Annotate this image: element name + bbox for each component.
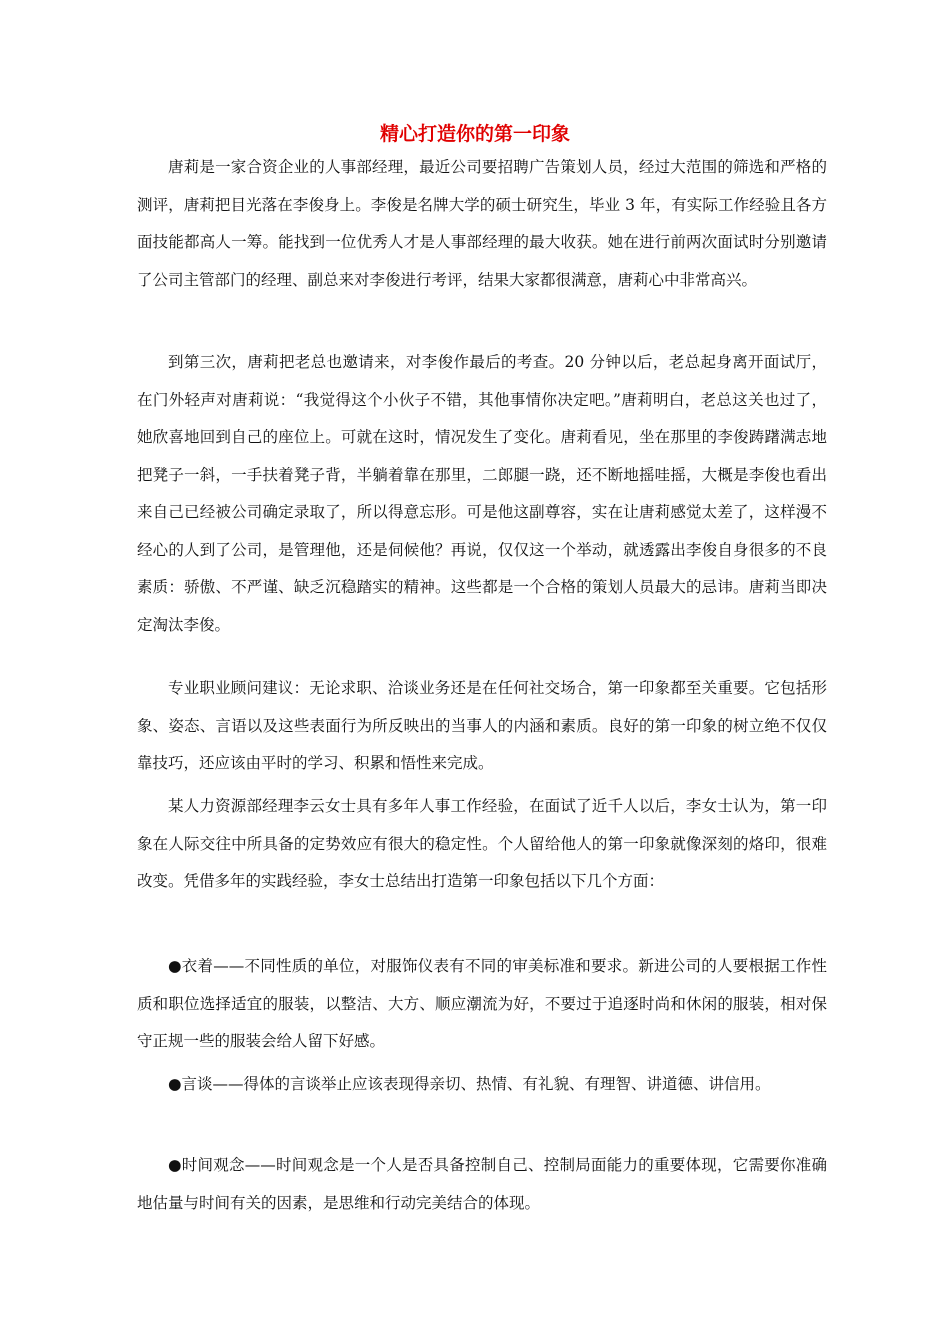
paragraph-advice: 专业职业顾问建议：无论求职、洽谈业务还是在任何社交场合，第一印象都至关重要。它包括形象、姿态、言语以及这些表面行为所反映出的当事人的内涵和素质。良好的第一印象的树立绝不仅仅靠技巧，还应该由平时的学习、积累和悟性来完成。 — [137, 679, 827, 772]
bullet-text: 衣着——不同性质的单位，对服饰仪表有不同的审美标准和要求。新进公司的人要根据工作性质和职位选择适宜的服装，以整洁、大方、顺应潮流为好，不要过于追逐时尚和休闲的服装，相对保守正规一些的服装会给人留下好感。 — [137, 957, 827, 1050]
paragraph-intro: 唐莉是一家合资企业的人事部经理，最近公司要招聘广告策划人员，经过大范围的筛选和严格的测评，唐莉把目光落在李俊身上。李俊是名牌大学的硕士研究生，毕业 3 年，有实际工作经验且各方面技能都高人一筹。能找到一位优秀人才是人事部经理的最大收获。她在进行前两次面试时分别邀请了公司主管部门的经理、副总来对李俊进行考评，结果大家都很满意，唐莉心中非常高兴。 — [137, 158, 827, 289]
bullet-item-clothing — [137, 948, 827, 1061]
bullet-item-speech — [137, 1066, 827, 1104]
bullet-item-time — [137, 1147, 827, 1222]
bullet-icon: ● — [168, 1156, 182, 1174]
bullet-icon: ● — [168, 1075, 182, 1093]
page-title: 精心打造你的第一印象 — [379, 123, 570, 145]
bullet-text: 时间观念——时间观念是一个人是否具备控制自己、控制局面能力的重要体现，它需要你准确地估量与时间有关的因素，是思维和行动完美结合的体现。 — [137, 1156, 827, 1212]
paragraph-third-interview: 到第三次，唐莉把老总也邀请来，对李俊作最后的考查。20 分钟以后，老总起身离开面试厅，在门外轻声对唐莉说：“我觉得这个小伙子不错，其他事情你决定吧。”唐莉明白，老总这关也过了，她欣喜地回到自己的座位上。可就在这时，情况发生了变化。唐莉看见，坐在那里的李俊踌躇满志地把凳子一斜，一手扶着凳子背，半躺着靠在那里，二郎腿一跷，还不断地摇哇摇，大概是李俊也看出来自己已经被公司确定录取了，所以得意忘形。可是他这副尊容，实在让唐莉感觉太差了，这样漫不经心的人到了公司，是管理他，还是伺候他？再说，仅仅这一个举动，就透露出李俊自身很多的不良素质：骄傲、不严谨、缺乏沉稳踏实的精神。这些都是一个合格的策划人员最大的忌讳。唐莉当即决定淘汰李俊。 — [137, 353, 827, 634]
bullet-text: 言谈——得体的言谈举止应该表现得亲切、热情、有礼貌、有理智、讲道德、讲信用。 — [181, 1075, 771, 1093]
bullet-icon: ● — [168, 957, 182, 975]
paragraph-expert-view: 某人力资源部经理李云女士具有多年人事工作经验，在面试了近千人以后，李女士认为，第一印象在人际交往中所具备的定势效应有很大的稳定性。个人留给他人的第一印象就像深刻的烙印，很难改变。凭借多年的实践经验，李女士总结出打造第一印象包括以下几个方面： — [137, 797, 827, 890]
